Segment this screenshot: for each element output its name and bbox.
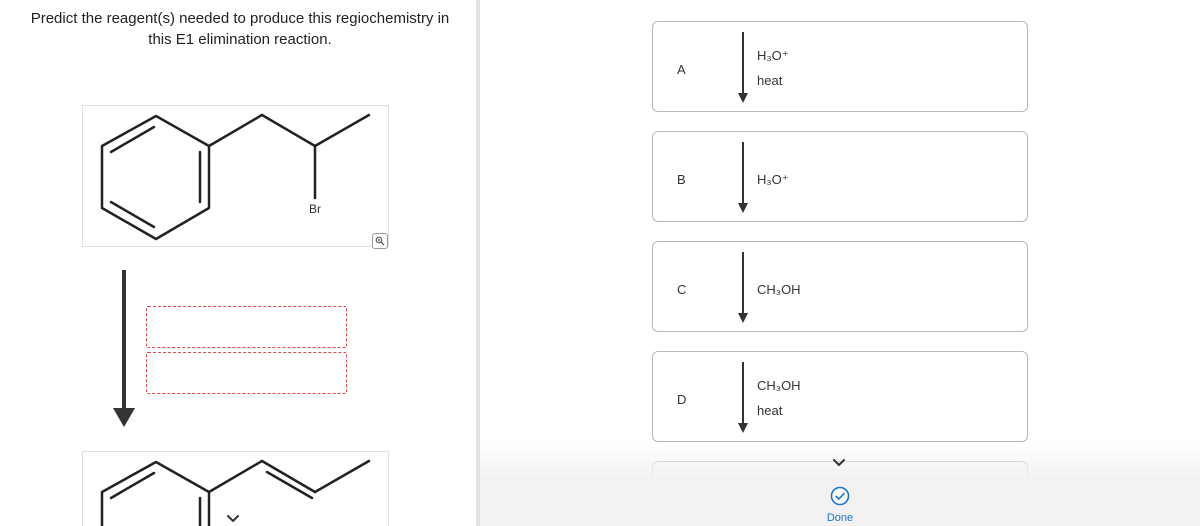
reagent-label: H₃O⁺ <box>757 48 789 63</box>
bromine-label: Br <box>309 202 321 216</box>
reagent-label: H₃O⁺ <box>757 172 789 187</box>
question-panel <box>0 0 476 526</box>
reaction-arrow-icon <box>733 140 753 216</box>
options-panel <box>480 0 1200 526</box>
reagent-label: CH₃OH <box>757 282 801 297</box>
reagent-label: CH₃OH <box>757 378 801 393</box>
reagent-dropzone-1[interactable] <box>146 306 347 348</box>
option-letter: B <box>677 172 686 187</box>
done-button[interactable] <box>820 486 860 524</box>
reagent-label: heat <box>757 403 783 418</box>
reactant-structure-box <box>82 105 389 247</box>
bottom-toolbar <box>480 478 1200 526</box>
option-card-d[interactable] <box>652 351 1028 442</box>
reagent-label: heat <box>757 73 783 88</box>
chevron-down-icon[interactable] <box>832 458 846 468</box>
reaction-arrow-icon <box>733 250 753 326</box>
done-label: Done <box>826 512 854 524</box>
option-card-a[interactable] <box>652 21 1028 112</box>
reaction-arrow <box>109 270 139 430</box>
question-text <box>10 8 470 50</box>
option-letter: C <box>677 282 687 297</box>
reaction-arrow-icon <box>733 360 753 436</box>
question-line-1: Predict the reagent(s) needed to produce this regiochemistry in <box>30 10 450 27</box>
chevron-down-icon[interactable] <box>226 514 240 524</box>
question-line-2: this E1 elimination reaction. <box>148 31 332 48</box>
option-letter: A <box>677 62 686 77</box>
reagent-dropzone-2[interactable] <box>146 352 347 394</box>
option-card-c[interactable] <box>652 241 1028 332</box>
reaction-arrow-icon <box>733 30 753 106</box>
reactant-structure <box>83 106 388 246</box>
zoom-icon[interactable] <box>372 233 388 249</box>
option-letter: D <box>677 392 687 407</box>
check-circle-icon <box>830 486 850 506</box>
option-card-b[interactable] <box>652 131 1028 222</box>
